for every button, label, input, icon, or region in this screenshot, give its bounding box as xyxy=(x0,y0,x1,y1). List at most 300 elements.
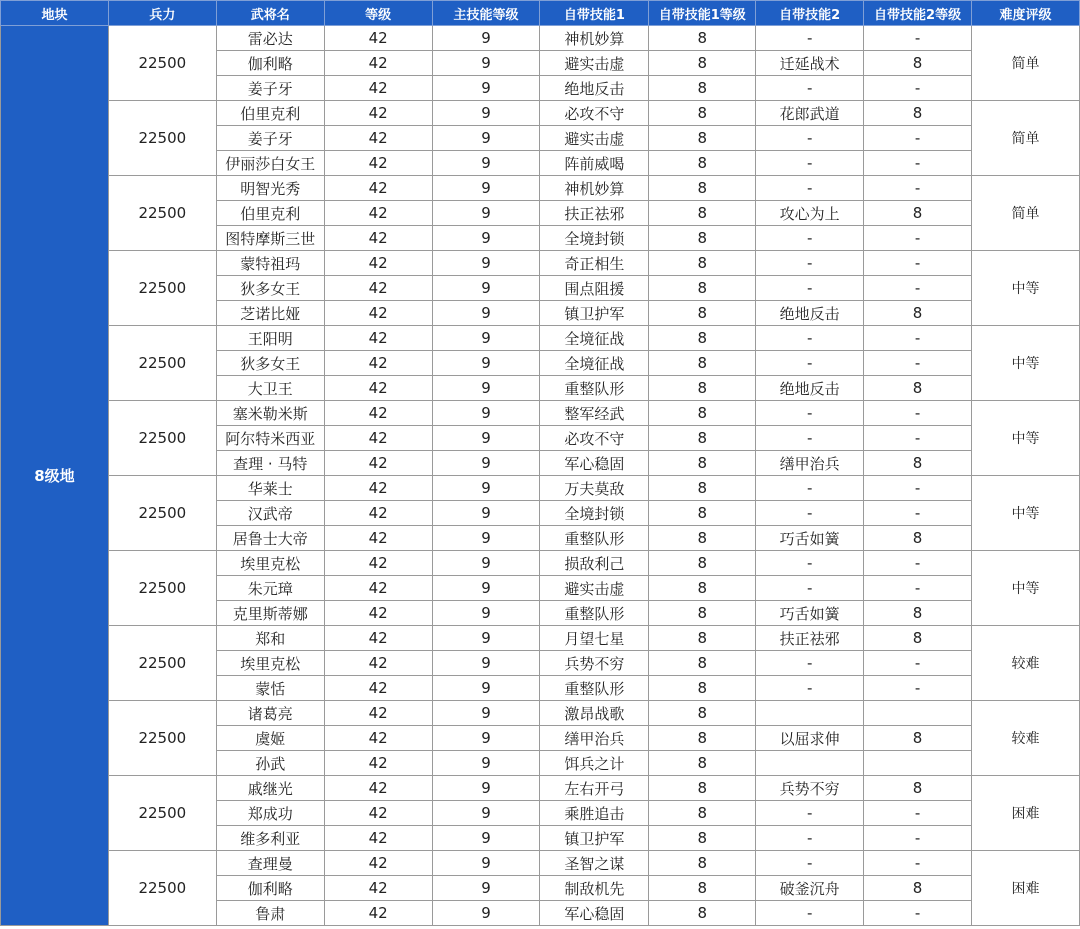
skill1-level-cell: 8 xyxy=(649,576,756,601)
table-body xyxy=(1,26,1080,926)
hero-name-cell: 维多利亚 xyxy=(216,826,324,851)
skill1-level-cell: 8 xyxy=(649,51,756,76)
skill1-cell: 军心稳固 xyxy=(540,901,649,926)
skill1-level-cell: 8 xyxy=(649,651,756,676)
skill1-level-cell: 8 xyxy=(649,676,756,701)
main-skill-level-cell: 9 xyxy=(432,551,540,576)
skill1-level-cell: 8 xyxy=(649,751,756,776)
skill2-level-cell: - xyxy=(864,851,972,876)
main-skill-level-cell: 9 xyxy=(432,251,540,276)
skill2-level-cell: - xyxy=(864,276,972,301)
hero-name-cell: 大卫王 xyxy=(216,376,324,401)
troops-cell: 22500 xyxy=(108,26,216,101)
skill2-cell: - xyxy=(756,651,864,676)
skill1-level-cell: 8 xyxy=(649,601,756,626)
skill2-level-cell: - xyxy=(864,901,972,926)
level-cell: 42 xyxy=(324,676,432,701)
skill2-cell: 缮甲治兵 xyxy=(756,451,864,476)
difficulty-cell: 简单 xyxy=(972,26,1080,101)
difficulty-cell: 困难 xyxy=(972,776,1080,851)
skill2-level-cell: 8 xyxy=(864,626,972,651)
skill1-cell: 神机妙算 xyxy=(540,176,649,201)
hero-name-cell: 伽利略 xyxy=(216,876,324,901)
level-cell: 42 xyxy=(324,226,432,251)
level-cell: 42 xyxy=(324,276,432,301)
skill2-level-cell: 8 xyxy=(864,726,972,751)
skill1-cell: 重整队形 xyxy=(540,526,649,551)
skill1-cell: 重整队形 xyxy=(540,676,649,701)
main-skill-level-cell: 9 xyxy=(432,776,540,801)
skill1-cell: 万夫莫敌 xyxy=(540,476,649,501)
header-region: 地块 xyxy=(1,1,109,26)
skill1-level-cell: 8 xyxy=(649,76,756,101)
skill2-cell: - xyxy=(756,76,864,101)
region-cell: 8级地 xyxy=(1,26,109,926)
main-skill-level-cell: 9 xyxy=(432,651,540,676)
skill2-cell: - xyxy=(756,176,864,201)
level-cell: 42 xyxy=(324,576,432,601)
table-row xyxy=(1,401,1080,426)
skill1-level-cell: 8 xyxy=(649,351,756,376)
skill2-level-cell: 8 xyxy=(864,101,972,126)
troops-cell: 22500 xyxy=(108,176,216,251)
skill1-level-cell: 8 xyxy=(649,726,756,751)
level-cell: 42 xyxy=(324,776,432,801)
main-skill-level-cell: 9 xyxy=(432,726,540,751)
skill1-cell: 重整队形 xyxy=(540,376,649,401)
skill2-cell: - xyxy=(756,276,864,301)
hero-name-cell: 汉武帝 xyxy=(216,501,324,526)
level-cell: 42 xyxy=(324,801,432,826)
main-skill-level-cell: 9 xyxy=(432,801,540,826)
skill1-level-cell: 8 xyxy=(649,876,756,901)
skill2-cell: - xyxy=(756,401,864,426)
difficulty-cell: 中等 xyxy=(972,476,1080,551)
hero-name-cell: 伊丽莎白女王 xyxy=(216,151,324,176)
skill2-level-cell: - xyxy=(864,476,972,501)
level-cell: 42 xyxy=(324,526,432,551)
skill1-cell: 全境征战 xyxy=(540,351,649,376)
skill2-cell: - xyxy=(756,351,864,376)
skill1-level-cell: 8 xyxy=(649,326,756,351)
skill2-level-cell: - xyxy=(864,76,972,101)
skill1-level-cell: 8 xyxy=(649,251,756,276)
skill1-cell: 乘胜追击 xyxy=(540,801,649,826)
skill1-cell: 激昂战歌 xyxy=(540,701,649,726)
level-cell: 42 xyxy=(324,476,432,501)
skill2-level-cell: - xyxy=(864,826,972,851)
level-cell: 42 xyxy=(324,251,432,276)
header-skill2-level: 自带技能2等级 xyxy=(864,1,972,26)
skill2-cell: - xyxy=(756,426,864,451)
level-cell: 42 xyxy=(324,901,432,926)
skill1-level-cell: 8 xyxy=(649,626,756,651)
level-cell: 42 xyxy=(324,51,432,76)
skill1-level-cell: 8 xyxy=(649,851,756,876)
hero-name-cell: 姜子牙 xyxy=(216,126,324,151)
skill2-level-cell: 8 xyxy=(864,376,972,401)
troops-cell: 22500 xyxy=(108,851,216,926)
level-cell: 42 xyxy=(324,626,432,651)
hero-name-cell: 塞米勒米斯 xyxy=(216,401,324,426)
level-cell: 42 xyxy=(324,876,432,901)
hero-name-cell: 华莱士 xyxy=(216,476,324,501)
level-cell: 42 xyxy=(324,726,432,751)
skill1-cell: 全境封锁 xyxy=(540,501,649,526)
skill1-level-cell: 8 xyxy=(649,801,756,826)
level-cell: 42 xyxy=(324,376,432,401)
main-skill-level-cell: 9 xyxy=(432,226,540,251)
skill2-cell: - xyxy=(756,551,864,576)
main-skill-level-cell: 9 xyxy=(432,301,540,326)
level-cell: 42 xyxy=(324,826,432,851)
skill2-level-cell: - xyxy=(864,126,972,151)
skill2-cell: - xyxy=(756,151,864,176)
table-row xyxy=(1,851,1080,876)
skill1-cell: 损敌利己 xyxy=(540,551,649,576)
main-skill-level-cell: 9 xyxy=(432,326,540,351)
hero-name-cell: 姜子牙 xyxy=(216,76,324,101)
skill1-level-cell: 8 xyxy=(649,276,756,301)
skill1-cell: 重整队形 xyxy=(540,601,649,626)
skill1-level-cell: 8 xyxy=(649,526,756,551)
skill2-cell: 巧舌如簧 xyxy=(756,601,864,626)
main-skill-level-cell: 9 xyxy=(432,676,540,701)
hero-name-cell: 克里斯蒂娜 xyxy=(216,601,324,626)
skill1-level-cell: 8 xyxy=(649,451,756,476)
hero-name-cell: 伯里克利 xyxy=(216,101,324,126)
level-cell: 42 xyxy=(324,101,432,126)
difficulty-cell: 中等 xyxy=(972,326,1080,401)
table-row xyxy=(1,776,1080,801)
header-troops: 兵力 xyxy=(108,1,216,26)
skill2-cell: - xyxy=(756,251,864,276)
skill1-level-cell: 8 xyxy=(649,201,756,226)
skill1-level-cell: 8 xyxy=(649,426,756,451)
hero-name-cell: 图特摩斯三世 xyxy=(216,226,324,251)
level-cell: 42 xyxy=(324,551,432,576)
skill1-level-cell: 8 xyxy=(649,101,756,126)
skill2-level-cell: - xyxy=(864,651,972,676)
difficulty-cell: 中等 xyxy=(972,551,1080,626)
level-cell: 42 xyxy=(324,301,432,326)
main-skill-level-cell: 9 xyxy=(432,176,540,201)
table-row xyxy=(1,176,1080,201)
table-row xyxy=(1,101,1080,126)
level-cell: 42 xyxy=(324,151,432,176)
skill1-cell: 圣智之谋 xyxy=(540,851,649,876)
main-skill-level-cell: 9 xyxy=(432,626,540,651)
skill2-cell: - xyxy=(756,676,864,701)
skill1-cell: 全境封锁 xyxy=(540,226,649,251)
skill1-cell: 奇正相生 xyxy=(540,251,649,276)
troops-cell: 22500 xyxy=(108,326,216,401)
skill2-cell: 攻心为上 xyxy=(756,201,864,226)
hero-name-cell: 孙武 xyxy=(216,751,324,776)
skill2-cell: - xyxy=(756,226,864,251)
difficulty-cell: 简单 xyxy=(972,101,1080,176)
skill1-level-cell: 8 xyxy=(649,376,756,401)
hero-name-cell: 鲁肃 xyxy=(216,901,324,926)
skill1-cell: 避实击虚 xyxy=(540,51,649,76)
level-cell: 42 xyxy=(324,426,432,451)
hero-name-cell: 王阳明 xyxy=(216,326,324,351)
skill2-level-cell: 8 xyxy=(864,301,972,326)
skill2-cell: 花郎武道 xyxy=(756,101,864,126)
header-skill2: 自带技能2 xyxy=(756,1,864,26)
main-skill-level-cell: 9 xyxy=(432,576,540,601)
hero-name-cell: 雷必达 xyxy=(216,26,324,51)
hero-name-cell: 埃里克松 xyxy=(216,551,324,576)
main-skill-level-cell: 9 xyxy=(432,601,540,626)
skill2-level-cell: - xyxy=(864,351,972,376)
skill2-level-cell: - xyxy=(864,176,972,201)
skill2-cell: - xyxy=(756,826,864,851)
hero-name-cell: 蒙特祖玛 xyxy=(216,251,324,276)
main-skill-level-cell: 9 xyxy=(432,201,540,226)
troops-cell: 22500 xyxy=(108,626,216,701)
header-main-skill-level: 主技能等级 xyxy=(432,1,540,26)
hero-name-cell: 蒙恬 xyxy=(216,676,324,701)
skill1-cell: 镇卫护军 xyxy=(540,826,649,851)
skill1-cell: 避实击虚 xyxy=(540,576,649,601)
skill2-level-cell: - xyxy=(864,426,972,451)
skill1-level-cell: 8 xyxy=(649,176,756,201)
difficulty-cell: 困难 xyxy=(972,851,1080,926)
level-cell: 42 xyxy=(324,126,432,151)
skill2-cell: 扶正祛邪 xyxy=(756,626,864,651)
level-cell: 42 xyxy=(324,351,432,376)
table-row xyxy=(1,626,1080,651)
header-hero-name: 武将名 xyxy=(216,1,324,26)
hero-name-cell: 阿尔特米西亚 xyxy=(216,426,324,451)
skill1-cell: 扶正祛邪 xyxy=(540,201,649,226)
skill2-level-cell: 8 xyxy=(864,451,972,476)
skill1-level-cell: 8 xyxy=(649,551,756,576)
skill2-level-cell xyxy=(864,751,972,776)
main-skill-level-cell: 9 xyxy=(432,751,540,776)
difficulty-cell: 较难 xyxy=(972,626,1080,701)
skill1-cell: 全境征战 xyxy=(540,326,649,351)
hero-name-cell: 郑成功 xyxy=(216,801,324,826)
skill2-level-cell: - xyxy=(864,326,972,351)
skill2-level-cell: - xyxy=(864,401,972,426)
hero-name-cell: 朱元璋 xyxy=(216,576,324,601)
skill2-cell: 绝地反击 xyxy=(756,376,864,401)
main-skill-level-cell: 9 xyxy=(432,826,540,851)
skill1-level-cell: 8 xyxy=(649,226,756,251)
difficulty-cell: 较难 xyxy=(972,701,1080,776)
header-row xyxy=(1,1,1080,26)
skill2-level-cell: 8 xyxy=(864,526,972,551)
difficulty-cell: 中等 xyxy=(972,251,1080,326)
hero-name-cell: 芝诺比娅 xyxy=(216,301,324,326)
header-level: 等级 xyxy=(324,1,432,26)
main-skill-level-cell: 9 xyxy=(432,276,540,301)
main-skill-level-cell: 9 xyxy=(432,401,540,426)
skill1-cell: 月望七星 xyxy=(540,626,649,651)
skill1-cell: 饵兵之计 xyxy=(540,751,649,776)
main-skill-level-cell: 9 xyxy=(432,901,540,926)
skill2-cell: - xyxy=(756,901,864,926)
skill2-level-cell: - xyxy=(864,226,972,251)
main-skill-level-cell: 9 xyxy=(432,426,540,451)
main-skill-level-cell: 9 xyxy=(432,701,540,726)
skill2-level-cell: - xyxy=(864,551,972,576)
hero-name-cell: 伽利略 xyxy=(216,51,324,76)
skill2-cell xyxy=(756,751,864,776)
main-skill-level-cell: 9 xyxy=(432,126,540,151)
hero-name-cell: 查理曼 xyxy=(216,851,324,876)
hero-name-cell: 埃里克松 xyxy=(216,651,324,676)
skill1-level-cell: 8 xyxy=(649,776,756,801)
main-skill-level-cell: 9 xyxy=(432,451,540,476)
skill2-level-cell: - xyxy=(864,676,972,701)
hero-name-cell: 虞姬 xyxy=(216,726,324,751)
main-skill-level-cell: 9 xyxy=(432,101,540,126)
skill2-level-cell xyxy=(864,701,972,726)
hero-name-cell: 狄多女王 xyxy=(216,351,324,376)
level-cell: 42 xyxy=(324,201,432,226)
main-skill-level-cell: 9 xyxy=(432,376,540,401)
troops-cell: 22500 xyxy=(108,776,216,851)
skill1-cell: 必攻不守 xyxy=(540,101,649,126)
main-skill-level-cell: 9 xyxy=(432,151,540,176)
header-difficulty: 难度评级 xyxy=(972,1,1080,26)
skill1-cell: 缮甲治兵 xyxy=(540,726,649,751)
skill2-level-cell: 8 xyxy=(864,776,972,801)
skill2-cell: 迁延战术 xyxy=(756,51,864,76)
skill2-cell: - xyxy=(756,801,864,826)
skill1-cell: 避实击虚 xyxy=(540,126,649,151)
skill2-cell: 巧舌如簧 xyxy=(756,526,864,551)
skill1-cell: 围点阻援 xyxy=(540,276,649,301)
skill2-level-cell: 8 xyxy=(864,876,972,901)
level-cell: 42 xyxy=(324,751,432,776)
level-cell: 42 xyxy=(324,326,432,351)
skill1-cell: 绝地反击 xyxy=(540,76,649,101)
skill1-cell: 必攻不守 xyxy=(540,426,649,451)
skill1-cell: 左右开弓 xyxy=(540,776,649,801)
level-cell: 42 xyxy=(324,26,432,51)
main-skill-level-cell: 9 xyxy=(432,76,540,101)
hero-name-cell: 狄多女王 xyxy=(216,276,324,301)
skill1-level-cell: 8 xyxy=(649,901,756,926)
hero-name-cell: 居鲁士大帝 xyxy=(216,526,324,551)
skill2-cell: - xyxy=(756,26,864,51)
hero-name-cell: 明智光秀 xyxy=(216,176,324,201)
skill2-level-cell: 8 xyxy=(864,201,972,226)
main-skill-level-cell: 9 xyxy=(432,851,540,876)
main-skill-level-cell: 9 xyxy=(432,351,540,376)
skill1-level-cell: 8 xyxy=(649,826,756,851)
skill2-cell: - xyxy=(756,326,864,351)
skill1-cell: 兵势不穷 xyxy=(540,651,649,676)
skill1-level-cell: 8 xyxy=(649,701,756,726)
troops-cell: 22500 xyxy=(108,101,216,176)
troops-cell: 22500 xyxy=(108,401,216,476)
hero-name-cell: 戚继光 xyxy=(216,776,324,801)
skill2-level-cell: - xyxy=(864,251,972,276)
skill2-level-cell: 8 xyxy=(864,601,972,626)
skill2-cell: - xyxy=(756,476,864,501)
skill2-cell: - xyxy=(756,851,864,876)
troops-cell: 22500 xyxy=(108,251,216,326)
main-skill-level-cell: 9 xyxy=(432,526,540,551)
skill2-cell: - xyxy=(756,501,864,526)
skill2-cell: 兵势不穷 xyxy=(756,776,864,801)
skill1-cell: 神机妙算 xyxy=(540,26,649,51)
level-cell: 42 xyxy=(324,501,432,526)
skill2-cell: 以屈求伸 xyxy=(756,726,864,751)
skill1-cell: 镇卫护军 xyxy=(540,301,649,326)
skill2-level-cell: - xyxy=(864,151,972,176)
skill2-cell: 破釜沉舟 xyxy=(756,876,864,901)
troops-cell: 22500 xyxy=(108,476,216,551)
skill1-level-cell: 8 xyxy=(649,501,756,526)
level-cell: 42 xyxy=(324,451,432,476)
hero-name-cell: 诸葛亮 xyxy=(216,701,324,726)
table-row xyxy=(1,26,1080,51)
hero-name-cell: 郑和 xyxy=(216,626,324,651)
skill1-cell: 阵前威喝 xyxy=(540,151,649,176)
difficulty-cell: 简单 xyxy=(972,176,1080,251)
level-cell: 42 xyxy=(324,601,432,626)
main-skill-level-cell: 9 xyxy=(432,501,540,526)
main-skill-level-cell: 9 xyxy=(432,26,540,51)
skill2-cell xyxy=(756,701,864,726)
hero-name-cell: 伯里克利 xyxy=(216,201,324,226)
skill1-cell: 军心稳固 xyxy=(540,451,649,476)
skill1-level-cell: 8 xyxy=(649,26,756,51)
table-row xyxy=(1,326,1080,351)
level-cell: 42 xyxy=(324,76,432,101)
skill2-level-cell: - xyxy=(864,801,972,826)
main-skill-level-cell: 9 xyxy=(432,51,540,76)
skill2-level-cell: 8 xyxy=(864,51,972,76)
skill2-level-cell: - xyxy=(864,576,972,601)
skill2-level-cell: - xyxy=(864,501,972,526)
skill1-cell: 整军经武 xyxy=(540,401,649,426)
troops-cell: 22500 xyxy=(108,701,216,776)
skill2-cell: - xyxy=(756,126,864,151)
table-row xyxy=(1,251,1080,276)
level-cell: 42 xyxy=(324,701,432,726)
skill1-level-cell: 8 xyxy=(649,126,756,151)
level-cell: 42 xyxy=(324,176,432,201)
table-row xyxy=(1,701,1080,726)
table-row xyxy=(1,476,1080,501)
main-skill-level-cell: 9 xyxy=(432,476,540,501)
skill2-cell: 绝地反击 xyxy=(756,301,864,326)
level-cell: 42 xyxy=(324,401,432,426)
troops-cell: 22500 xyxy=(108,551,216,626)
skill1-level-cell: 8 xyxy=(649,476,756,501)
hero-name-cell: 查理 · 马特 xyxy=(216,451,324,476)
header-skill1: 自带技能1 xyxy=(540,1,649,26)
skill2-cell: - xyxy=(756,576,864,601)
skill1-level-cell: 8 xyxy=(649,301,756,326)
difficulty-cell: 中等 xyxy=(972,401,1080,476)
skill1-level-cell: 8 xyxy=(649,401,756,426)
level-cell: 42 xyxy=(324,851,432,876)
table-row xyxy=(1,551,1080,576)
skill1-level-cell: 8 xyxy=(649,151,756,176)
header-skill1-level: 自带技能1等级 xyxy=(649,1,756,26)
level-cell: 42 xyxy=(324,651,432,676)
skill1-cell: 制敌机先 xyxy=(540,876,649,901)
main-skill-level-cell: 9 xyxy=(432,876,540,901)
